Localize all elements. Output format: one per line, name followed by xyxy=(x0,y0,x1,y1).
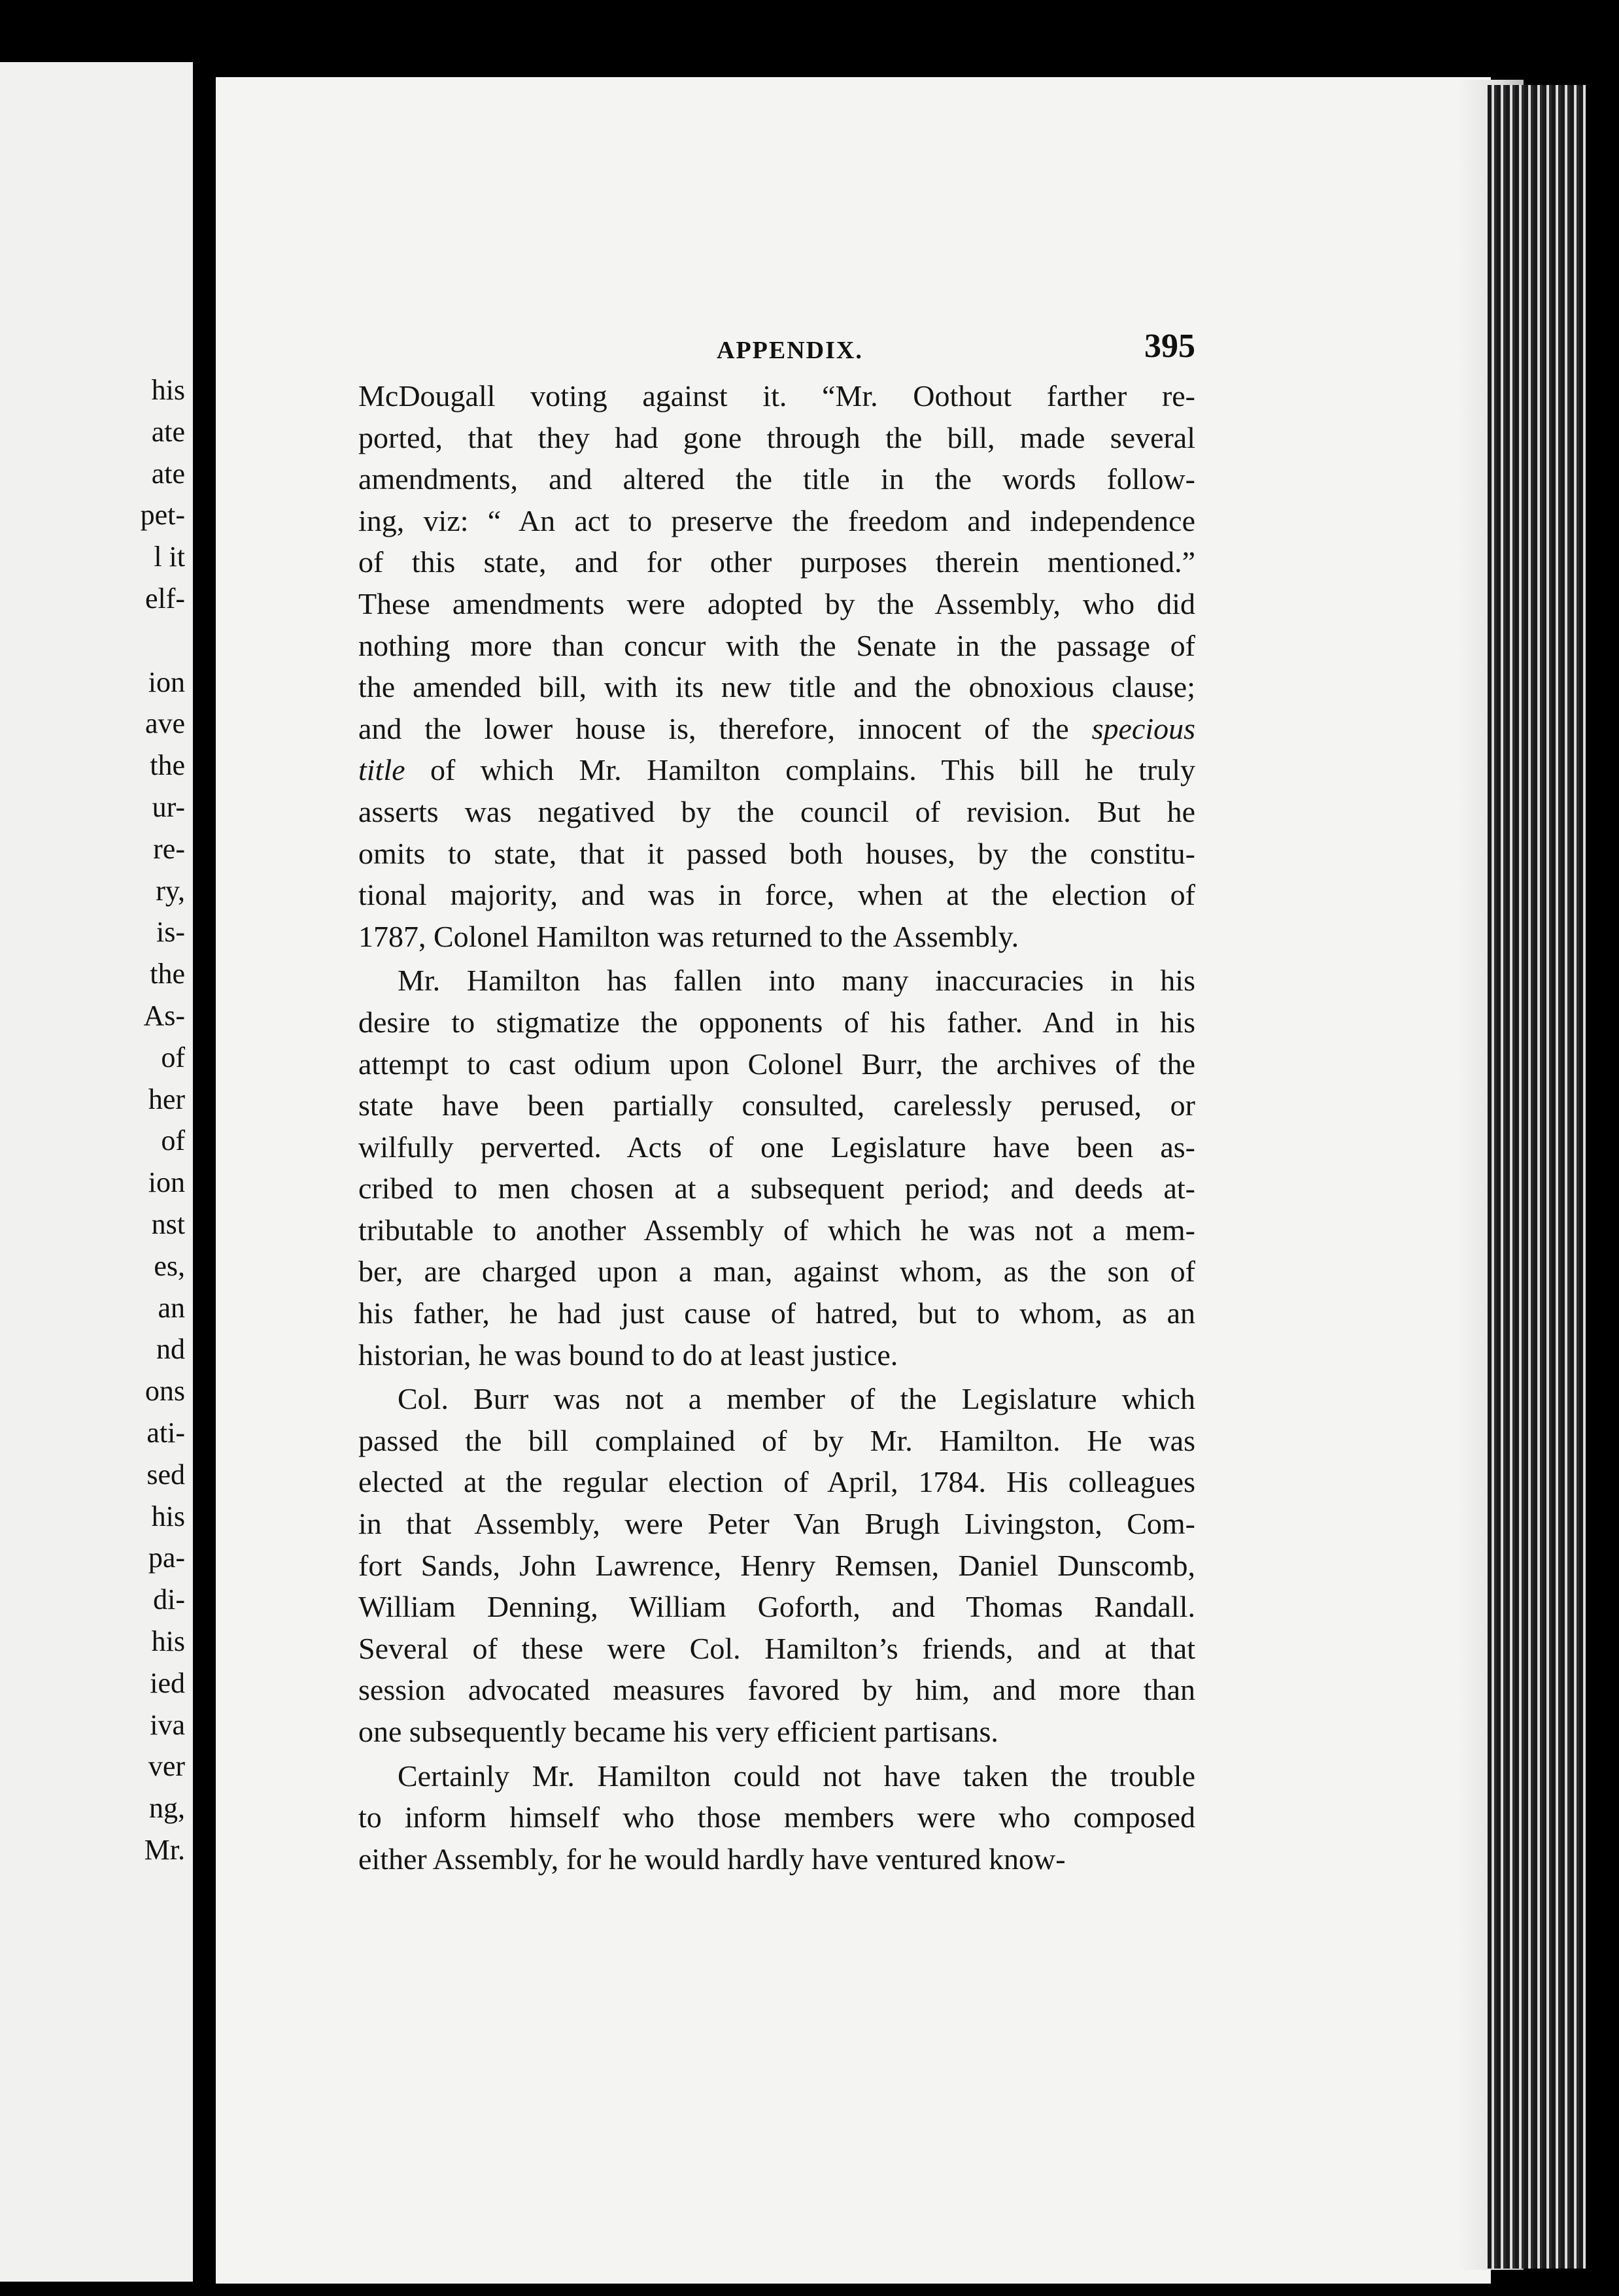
text-line: ing, viz: “ An act to preserve the freedom and independence xyxy=(358,503,1195,537)
paragraph xyxy=(358,1755,1195,1880)
text-line: his father, he had just cause of hatred, but to whom, as an xyxy=(358,1296,1195,1330)
previous-page-fragment: of xyxy=(161,1041,185,1073)
body-text xyxy=(358,375,1195,1880)
text-line: wilfully perverted. Acts of one Legislature have been as- xyxy=(358,1130,1195,1164)
text-line: fort Sands, John Lawrence, Henry Remsen, Daniel Dunscomb, xyxy=(358,1548,1195,1582)
previous-page-fragment: his xyxy=(151,1500,185,1532)
previous-page-fragment: ion xyxy=(148,1166,185,1199)
text-line: elected at the regular election of April, 1784. His colleagues xyxy=(358,1465,1195,1499)
text-line: 1787, Colonel Hamilton was returned to the Assembly. xyxy=(358,919,1019,953)
text-line: Col. Burr was not a member of the Legislature which xyxy=(398,1382,1195,1416)
previous-page-fragment: her xyxy=(148,1083,185,1115)
text-line: to inform himself who those members were who composed xyxy=(358,1800,1195,1834)
previous-page-fragment: es, xyxy=(154,1249,185,1282)
text-line: ported, that they had gone through the bill, made several xyxy=(358,420,1195,454)
italic-word: title xyxy=(358,753,405,787)
previous-page-fragment: of xyxy=(161,1124,185,1157)
text-line: in that Assembly, were Peter Van Brugh Livingston, Com- xyxy=(358,1507,1195,1541)
previous-page-fragment: l it xyxy=(154,541,185,573)
text-line: cribed to men chosen at a subsequent period; and deeds at- xyxy=(358,1172,1195,1206)
previous-page-fragment: Mr. xyxy=(144,1834,185,1866)
text-line xyxy=(358,749,1195,791)
previous-page-fragment: nd xyxy=(156,1333,185,1366)
previous-page-fragment: the xyxy=(150,749,185,782)
page-stack-edges xyxy=(1488,85,1586,2269)
previous-page-fragment: ate xyxy=(151,457,185,490)
previous-page-fragment: pet- xyxy=(140,499,185,532)
previous-page-fragment: iva xyxy=(150,1708,185,1741)
text-line-segment: of which Mr. Hamilton complains. This bill he truly xyxy=(430,753,1195,787)
previous-page-fragment: the xyxy=(150,958,185,990)
text-line: asserts was negatived by the council of revision. But he xyxy=(358,794,1195,828)
text-line xyxy=(358,708,1195,750)
previous-page-fragment: is- xyxy=(156,916,185,949)
previous-page-fragment: his xyxy=(151,1625,185,1657)
text-line: omits to state, that it passed both houses, by the constitu- xyxy=(358,836,1195,870)
text-line: Certainly Mr. Hamilton could not have taken the trouble xyxy=(398,1759,1195,1793)
text-line: McDougall voting against it. “Mr. Oothout farther re- xyxy=(358,379,1195,413)
previous-page-fragment: ver xyxy=(148,1750,185,1783)
previous-page-fragment: ied xyxy=(150,1666,185,1699)
previous-page-fragment: ur- xyxy=(152,791,185,823)
running-header-title: APPENDIX. xyxy=(717,337,863,364)
previous-page-fragment: ave xyxy=(145,707,185,740)
previous-page-edge xyxy=(0,62,193,2282)
text-line-segment: and the lower house is, therefore, innocent of the xyxy=(358,711,1069,745)
text-line: William Denning, William Goforth, and Thomas Randall. xyxy=(358,1590,1195,1624)
text-line: attempt to cast odium upon Colonel Burr, the archives of the xyxy=(358,1047,1195,1081)
text-line: tributable to another Assembly of which he was not a mem- xyxy=(358,1213,1195,1247)
text-line: tional majority, and was in force, when at the election of xyxy=(358,878,1195,912)
text-line: of this state, and for other purposes therein mentioned.” xyxy=(358,545,1195,579)
text-line: ber, are charged upon a man, against whom, as the son of xyxy=(358,1255,1195,1289)
text-line: desire to stigmatize the opponents of his father. And in his xyxy=(358,1005,1195,1039)
previous-page-fragment: di- xyxy=(153,1583,185,1616)
italic-word: specious xyxy=(1091,711,1196,745)
text-line: passed the bill complained of by Mr. Hamilton. He was xyxy=(358,1423,1195,1457)
text-line: session advocated measures favored by him, and more than xyxy=(358,1673,1195,1707)
text-line: either Assembly, for he would hardly have ventured know- xyxy=(358,1842,1066,1876)
previous-page-fragment: elf- xyxy=(145,582,185,615)
previous-page-fragment: his xyxy=(151,374,185,406)
previous-page-fragment: re- xyxy=(153,832,185,865)
previous-page-fragment: an xyxy=(158,1291,185,1324)
text-line: Mr. Hamilton has fallen into many inaccuracies in his xyxy=(398,964,1195,998)
page-number: 395 xyxy=(1144,328,1195,365)
text-line: Several of these were Col. Hamilton’s friends, and at that xyxy=(358,1631,1195,1665)
text-line: one subsequently became his very efficient partisans. xyxy=(358,1715,998,1748)
text-line: historian, he was bound to do at least justice. xyxy=(358,1338,898,1372)
previous-page-fragment: ry, xyxy=(156,874,185,907)
previous-page-fragment: ati- xyxy=(146,1417,185,1449)
page-text-block xyxy=(358,327,1195,1880)
text-line: nothing more than concur with the Senate in the passage of xyxy=(358,628,1195,662)
previous-page-fragment: ng, xyxy=(149,1792,185,1825)
previous-page-fragment: As- xyxy=(143,1000,185,1032)
text-line: amendments, and altered the title in the words follow- xyxy=(358,462,1195,496)
previous-page-fragment: nst xyxy=(151,1208,185,1240)
paragraph xyxy=(358,375,1195,957)
previous-page-fragment: pa- xyxy=(148,1542,185,1574)
paragraph xyxy=(358,1378,1195,1752)
running-header xyxy=(358,327,1195,373)
paragraph xyxy=(358,960,1195,1376)
text-line: the amended bill, with its new title and the obnoxious clause; xyxy=(358,670,1195,704)
text-line: state have been partially consulted, carelessly perused, or xyxy=(358,1089,1195,1123)
text-line: These amendments were adopted by the Assembly, who did xyxy=(358,586,1195,620)
previous-page-text-fragments xyxy=(0,376,193,1978)
previous-page-fragment: ons xyxy=(145,1375,185,1408)
previous-page-fragment: sed xyxy=(146,1458,185,1491)
previous-page-fragment: ate xyxy=(151,415,185,448)
previous-page-fragment: ion xyxy=(148,666,185,698)
